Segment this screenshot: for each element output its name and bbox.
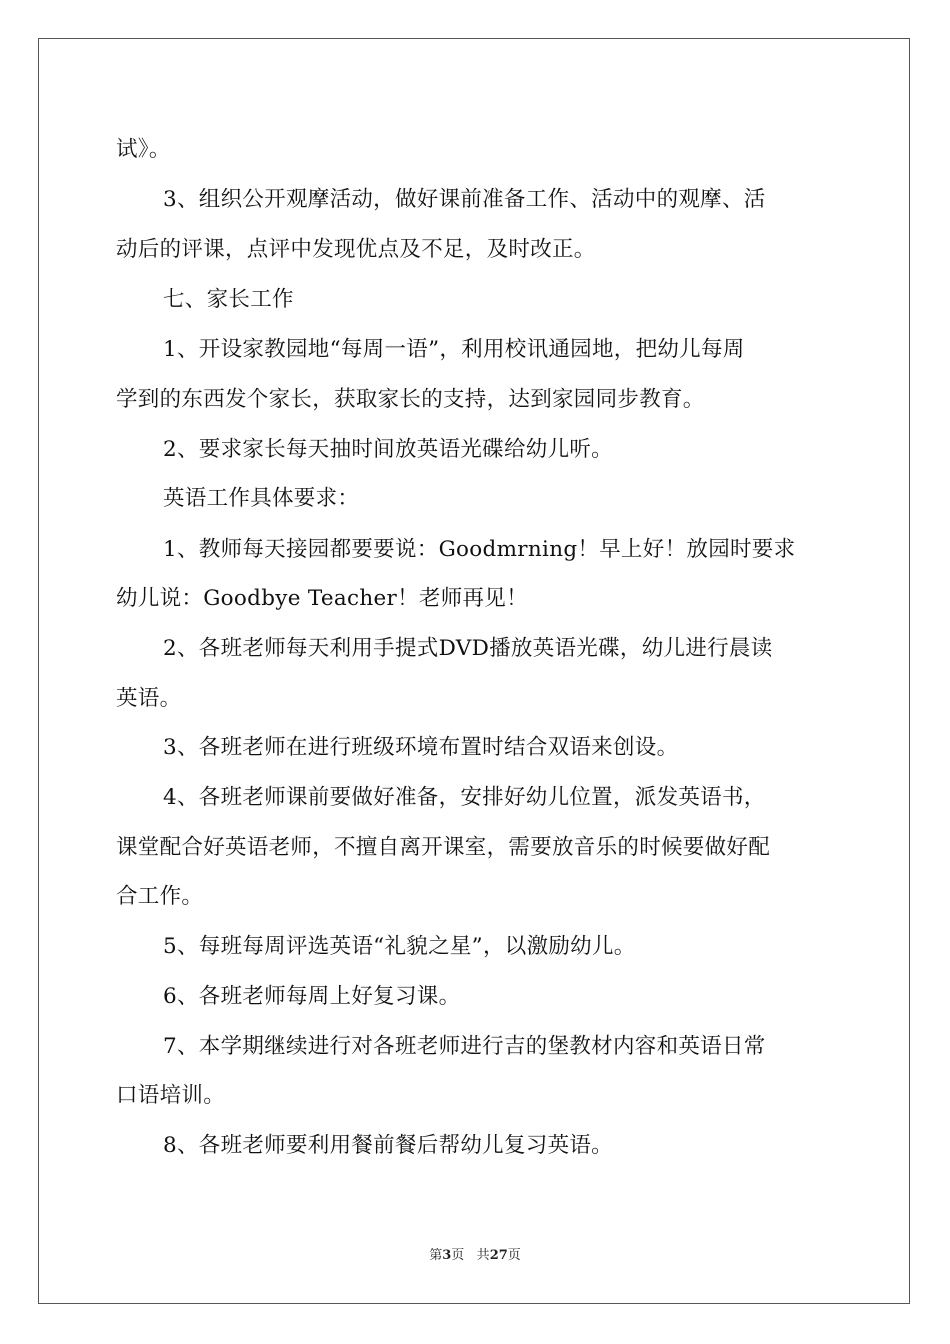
text-line: 2、要求家长每天抽时间放英语光碟给幼儿听。 xyxy=(163,437,613,462)
page-footer xyxy=(0,1247,950,1265)
text-line: 课堂配合好英语老师，不擅自离开课室，需要放音乐的时候要做好配 xyxy=(116,835,771,860)
text-line: 英语。 xyxy=(116,686,182,711)
text-line: 2、各班老师每天利用手提式DVD播放英语光碟，幼儿进行晨读 xyxy=(163,636,773,661)
total-suffix: 页 xyxy=(507,1248,521,1263)
text-line: 6、各班老师每周上好复习课。 xyxy=(163,984,461,1009)
text-line: 1、开设家教园地“每周一语”，利用校讯通园地，把幼儿每周 xyxy=(163,337,745,362)
section-heading: 英语工作具体要求： xyxy=(163,486,360,511)
page-frame xyxy=(38,38,910,1304)
text-line: 5、每班每周评选英语“礼貌之星”，以激励幼儿。 xyxy=(163,934,636,959)
text-line: 学到的东西发个家长，获取家长的支持，达到家园同步教育。 xyxy=(116,387,705,412)
text-line: 4、各班老师课前要做好准备，安排好幼儿位置，派发英语书， xyxy=(163,785,766,810)
text-line: 动后的评课，点评中发现优点及不足，及时改正。 xyxy=(116,237,596,262)
page-suffix: 页 xyxy=(451,1248,465,1263)
text-line: 8、各班老师要利用餐前餐后帮幼儿复习英语。 xyxy=(163,1133,613,1158)
text-line: 试》。 xyxy=(116,137,171,162)
text-line: 幼儿说：Goodbye Teacher！老师再见！ xyxy=(116,586,528,611)
text-line: 3、各班老师在进行班级环境布置时结合双语来创设。 xyxy=(163,735,679,760)
page-current: 3 xyxy=(442,1248,452,1263)
page-prefix: 第 xyxy=(429,1248,443,1263)
text-line: 1、教师每天接园都要要说：Goodmrning！早上好！放园时要求 xyxy=(163,537,796,562)
page-total: 27 xyxy=(489,1248,508,1263)
total-prefix: 共 xyxy=(476,1248,490,1263)
text-line: 7、本学期继续进行对各班老师进行吉的堡教材内容和英语日常 xyxy=(163,1034,766,1059)
text-line: 口语培训。 xyxy=(116,1083,226,1108)
text-line: 合工作。 xyxy=(116,884,204,909)
text-line: 3、组织公开观摩活动，做好课前准备工作、活动中的观摩、活 xyxy=(163,187,766,212)
section-heading: 七、家长工作 xyxy=(163,287,294,312)
